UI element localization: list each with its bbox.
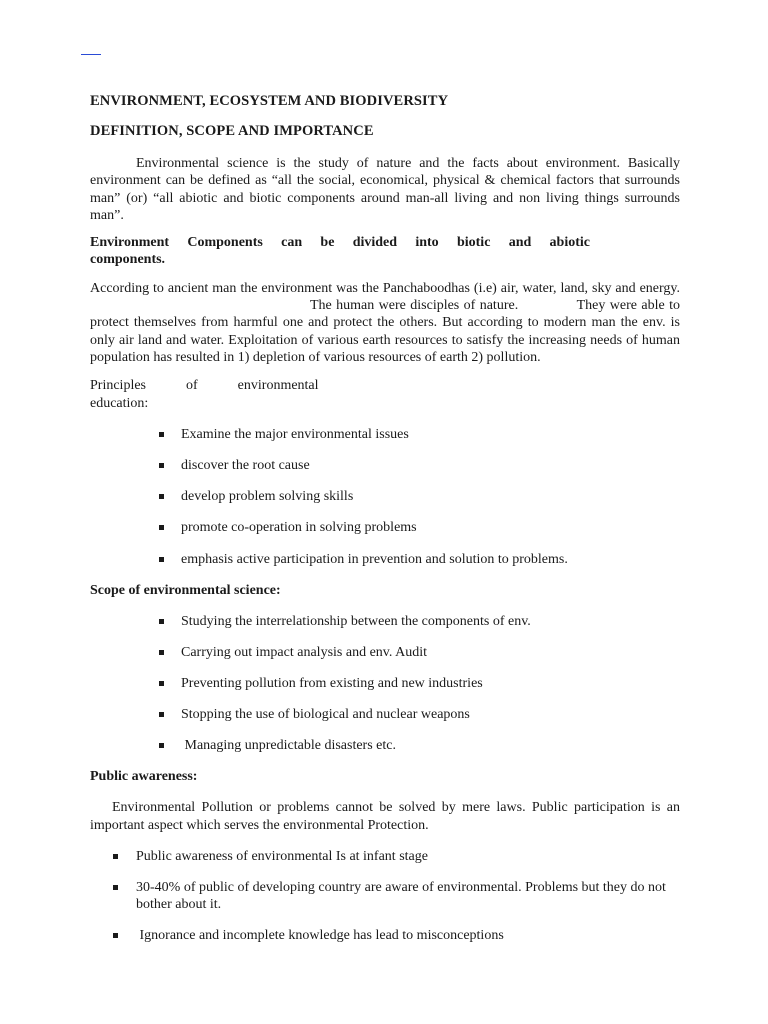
components-heading [90,234,590,269]
principles-heading [90,377,328,412]
ancient-text-a: According to ancient man the environment was the Panchaboodhas (i.e) air, water, land, sky and energy. [90,280,680,296]
bullet-icon [159,432,164,437]
principles-word-1: Principles [90,378,146,394]
list-item-text: discover the root cause [181,458,310,474]
list-item [158,457,680,474]
list-item-text: promote co-operation in solving problems [181,520,417,536]
bullet-icon [159,619,164,624]
awareness-heading: Public awareness: [90,769,198,785]
principles-word-3: environmental [237,378,319,394]
list-item-text: Public awareness of environmental Is at infant stage [136,848,428,864]
list-item [158,488,680,505]
bullet-icon [159,712,164,717]
list-item-text: Carrying out impact analysis and env. Audit [181,644,427,660]
bullet-icon [159,463,164,468]
list-item [158,644,680,661]
document-title: ENVIRONMENT, ECOSYSTEM AND BIODIVERSITY [90,93,449,109]
list-item [158,519,680,536]
bullet-icon [159,681,164,686]
scope-heading: Scope of environmental science: [90,582,281,598]
list-item-text: emphasis active participation in prevention and solution to problems. [181,551,568,567]
principles-list [158,426,680,568]
awareness-list [110,848,680,944]
list-item [158,737,680,754]
list-item [158,613,680,630]
hyperlink-underline[interactable] [81,44,101,55]
awareness-paragraph: Environmental Pollution or problems cannot be solved by mere laws. Public participation is an important aspect which serves the environmental Protection. [90,800,680,833]
list-item-text: Stopping the use of biological and nuclear weapons [181,707,470,723]
ancient-paragraph [90,280,680,366]
list-item [110,848,680,865]
principles-word-4: education: [90,395,149,411]
ancient-text-c: They were able to protect themselves from harmful one and protect the others. But according to modern man the env. is only air land and water. Exploitation of various earth resources to satisfy the increasing needs of human population has resulted in 1) depletion of various resources of earth 2) pollution. [90,298,680,365]
document-subtitle: DEFINITION, SCOPE AND IMPORTANCE [90,123,374,139]
ancient-text-b: The human were disciples of nature. [310,298,519,314]
components-heading-line1: Environment Components can be divided into biotic and abiotic [90,235,590,251]
bullet-icon [113,933,118,938]
list-item [158,551,680,568]
list-item-text: Ignorance and incomplete knowledge has lead to misconceptions [136,927,504,943]
bullet-icon [159,494,164,499]
list-item-text: Preventing pollution from existing and new industries [181,675,483,691]
list-item-text: Examine the major environmental issues [181,426,409,442]
list-item [158,426,680,443]
list-item [158,675,680,692]
list-item-text: develop problem solving skills [181,489,354,505]
principles-word-2: of [186,378,198,394]
document-body [90,93,680,958]
bullet-icon [113,885,118,890]
list-item-text: Managing unpredictable disasters etc. [181,738,396,754]
bullet-icon [159,525,164,530]
list-item-text: Studying the interrelationship between the components of env. [181,613,531,629]
list-item [158,706,680,723]
components-heading-line2: components. [90,252,166,268]
list-item [110,879,680,913]
list-item [110,927,680,944]
bullet-icon [113,854,118,859]
scope-list [158,613,680,755]
bullet-icon [159,743,164,748]
bullet-icon [159,557,164,562]
list-item-text: 30-40% of public of developing country are aware of environmental. Problems but they do not bother about it. [136,879,666,912]
bullet-icon [159,650,164,655]
intro-paragraph: Environmental science is the study of nature and the facts about environment. Basically environment can be defined as “all the social, economical, physical & chemical factors that surrounds man” (or) “all abiotic and biotic components around man-all living and non living things surrounds man”. [90,156,680,223]
